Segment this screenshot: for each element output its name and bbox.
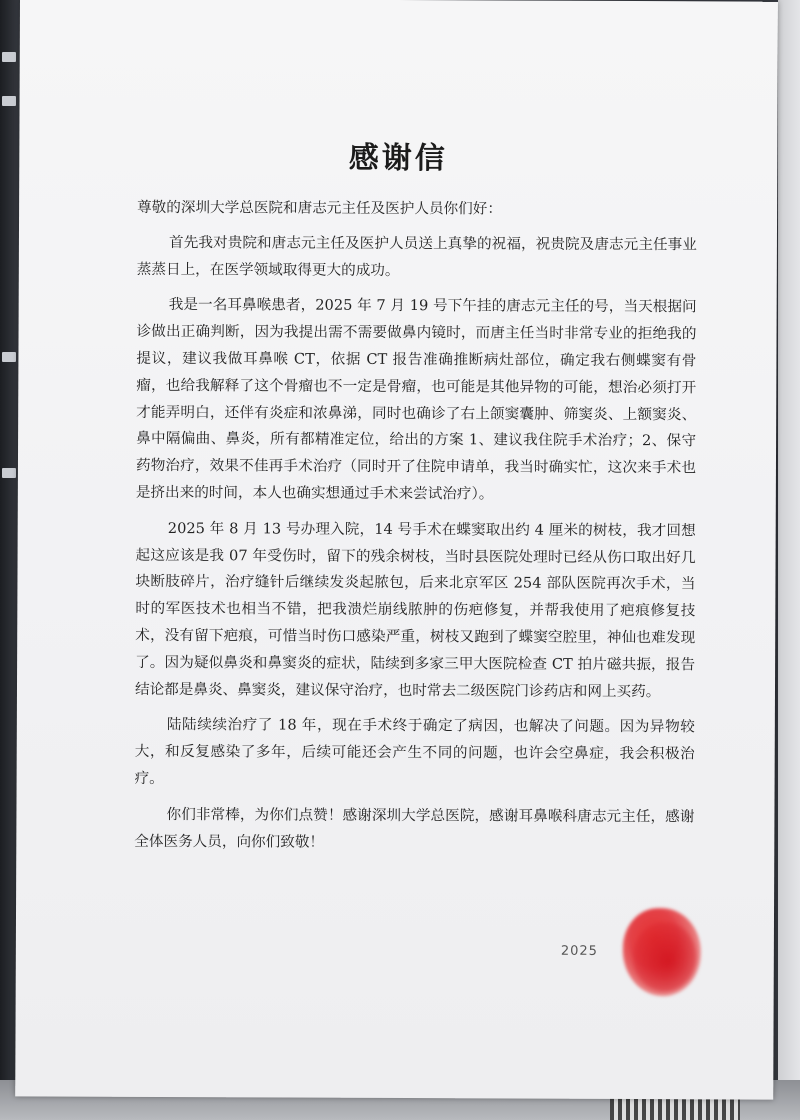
signature-area (561, 926, 721, 997)
monitor-edge-mark (2, 352, 16, 362)
letter-paragraph: 首先我对贵院和唐志元主任及医护人员送上真挚的祝福，祝贵院及唐志元主任事业蒸蒸日上，在医学领域取得更大的成功。 (136, 233, 697, 279)
letter-body (134, 195, 697, 867)
red-fingerprint-stamp-core (633, 922, 697, 992)
letter-paragraph: 你们非常棒，为你们点赞！感谢深圳大学总医院，感谢耳鼻喉科唐志元主任，感谢全体医务人员，向你们致敬！ (134, 805, 695, 851)
desk-edge (778, 0, 800, 1120)
letter-paragraph: 我是一名耳鼻喉患者，2025 年 7 月 19 号下午挂的唐志元主任的号，当天根据问诊做出正确判断，因为我提出需不需要做鼻内镜时，而唐主任当时非常专业的拒绝我的提议，建议我做耳鼻喉 CT，依据 CT 报告准确推断病灶部位，确定我右侧蝶窦有骨瘤，也给我解释了这个骨瘤也不一定是骨瘤，也可能是其他异物的可能，想治必须打开才能弄明白，还伴有炎症和浓鼻涕，同时也确诊了右上颌窦囊肿、筛窦炎、上额窦炎、鼻中隔偏曲、鼻炎，所有都精准定位，给出的方案 1、建议我住院手术治疗；2、保守药物治疗，效果不佳再手术治疗（同时开了住院申请单，我当时确实忙，这次来手术也是挤出来的时间，本人也确实想通过手术来尝试治疗）。 (135, 296, 697, 503)
letter-paper (15, 0, 778, 1100)
letter-paragraph: 陆陆续续治疗了 18 年，现在手术终于确定了病因，也解决了问题。因为异物较大，和反复感染了多年，后续可能还会产生不同的问题，也许会空鼻症，我会积极治疗。 (134, 716, 695, 787)
letter-title: 感谢信 (348, 140, 448, 177)
letter-paragraph: 2025 年 8 月 13 号办理入院，14 号手术在蝶窦取出约 4 厘米的树枝，我才回想起这应该是我 07 年受伤时，留下的残余树枝，当时县医院处理时已经从伤口取出好几块断肢碎片，治疗缝针后继续发炎起脓包，后来北京军区 254 部队医院再次手术，当时的军医技术也相当不错，把我溃烂崩线脓肿的伤疤修复，并帮我使用了疤痕修复技术，没有留下疤痕，可惜当时伤口感染严重，树枝又跑到了蝶窦空腔里，神仙也难发现了。因为疑似鼻炎和鼻窦炎的症状，陆续到多家三甲大医院检查 CT 拍片磁共振，报告结论都是鼻炎、鼻窦炎，建议保守治疗，也时常去二级医院门诊药店和网上买药。 (134, 519, 696, 700)
letter-greeting: 尊敬的深圳大学总医院和唐志元主任及医护人员你们好： (137, 198, 502, 218)
monitor-edge-mark (2, 468, 16, 478)
signature-date: 2025 (560, 943, 598, 959)
monitor-edge-mark (2, 96, 16, 106)
monitor-edge-mark (2, 52, 16, 62)
